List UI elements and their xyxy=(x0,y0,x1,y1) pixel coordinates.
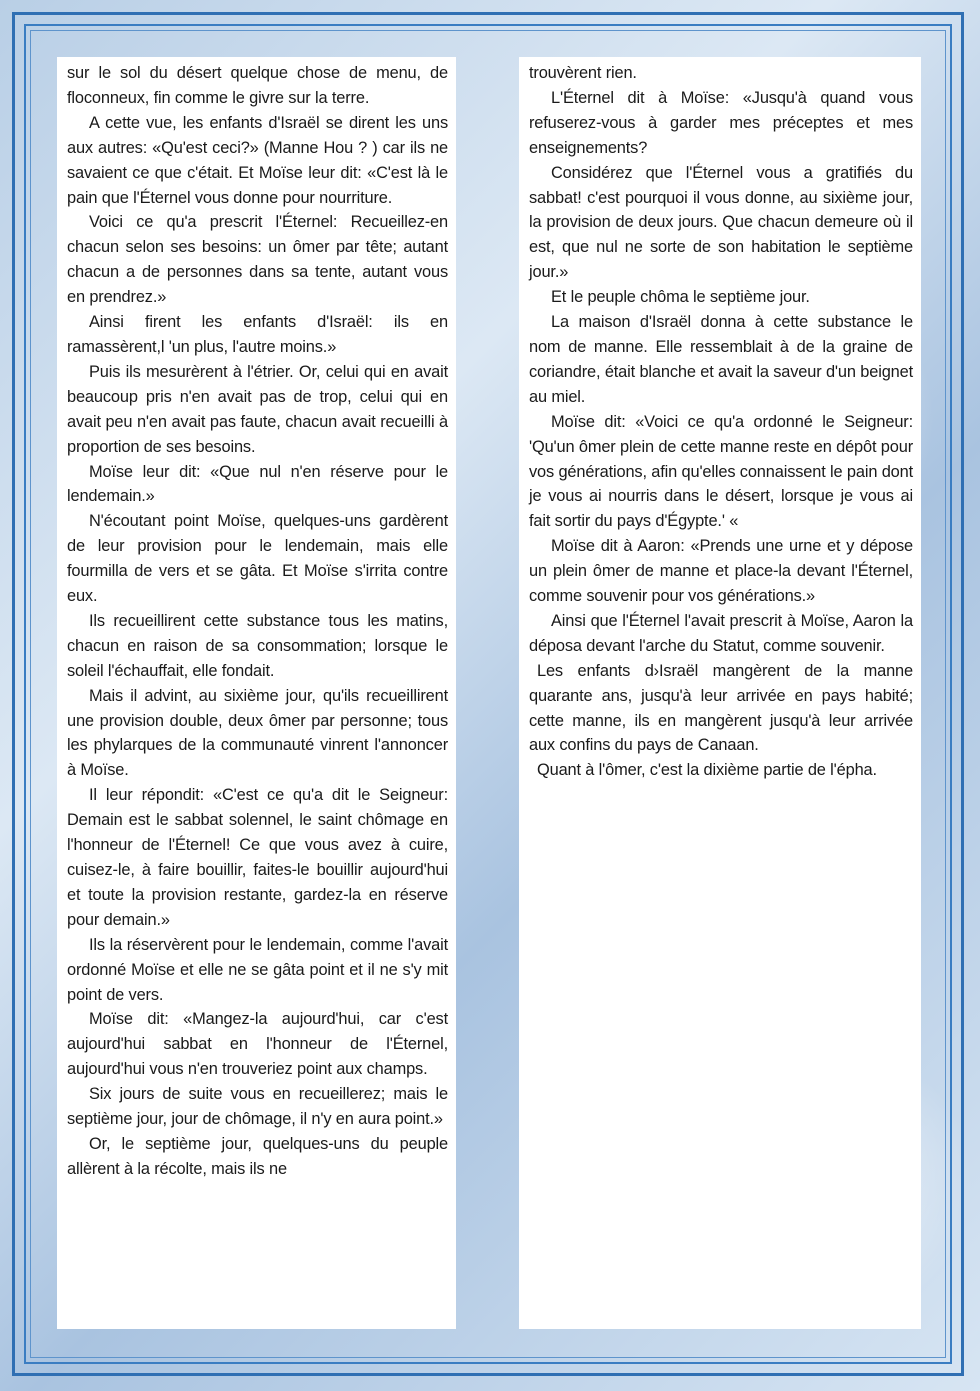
paragraph: Voici ce qu'a prescrit l'Éternel: Recueillez-en chacun selon ses besoins: un ômer par tête; autant chacun a de personnes dans sa tente, autant vous en prendrez.» xyxy=(67,213,448,307)
paragraph: Moïse dit: «Voici ce qu'a ordonné le Seigneur: 'Qu'un ômer plein de cette manne reste en dépôt pour vos générations, afin qu'elles connaissent le pain dont je vous ai nourris dans le désert, lorsque je vous ai fait sortir du pays d'Égypte.' « xyxy=(529,412,913,531)
paragraph: Six jours de suite vous en recueillerez; mais le septième jour, jour de chômage, il n'y en aura point.» xyxy=(67,1085,448,1129)
paragraph: Ainsi firent les enfants d'Israël: ils en ramassèrent,l 'un plus, l'autre moins.» xyxy=(67,313,448,356)
paragraph: Moïse leur dit: «Que nul n'en réserve pour le lendemain.» xyxy=(67,462,448,506)
paragraph: Ils recueillirent cette substance tous les matins, chacun en raison de sa consommation; lorsque le soleil l'échauffait, elle fondait. xyxy=(67,611,448,680)
paragraph: Moïse dit à Aaron: «Prends une urne et y dépose un plein ômer de manne et place-la devant l'Éternel, comme souvenir pour vos générations.» xyxy=(529,537,913,606)
paragraph: L'Éternel dit à Moïse: «Jusqu'à quand vous refuserez-vous à garder mes préceptes et mes enseignements? xyxy=(529,88,913,157)
paragraph: Quant à l'ômer, c'est la dixième partie de l'épha. xyxy=(537,761,877,780)
paragraph: Mais il advint, au sixième jour, qu'ils recueillirent une provision double, deux ômer par personne; tous les phylarques de la communauté vinrent l'annoncer à Moïse. xyxy=(67,686,448,780)
paragraph: A cette vue, les enfants d'Israël se dirent les uns aux autres: «Qu'est ceci?» (Manne Hou ? ) car ils ne savaient ce que c'était. Et Moïse leur dit: «C'est là le pain que l'Éternel vous donne pour nourriture. xyxy=(67,113,448,207)
paragraph: Moïse dit: «Mangez-la aujourd'hui, car c'est aujourd'hui sabbat en l'honneur de l'Éternel, aujourd'hui vous n'en trouveriez point aux champs. xyxy=(67,1010,448,1079)
paragraph: sur le sol du désert quelque chose de menu, de floconneux, fin comme le givre sur la terre. xyxy=(67,64,448,107)
paragraph: La maison d'Israël donna à cette substance le nom de manne. Elle ressemblait à de la graine de coriandre, était blanche et avait la saveur d'un beignet au miel. xyxy=(529,313,913,406)
paragraph: trouvèrent rien. xyxy=(529,64,637,82)
paragraph: Il leur répondit: «C'est ce qu'a dit le Seigneur: Demain est le sabbat solennel, le saint chômage en l'honneur de l'Éternel! Ce que vous avez à cuire, cuisez-le, à faire bouillir, faites-le bouillir aujourd'hui et toute la provision restante, gardez-la en réserve pour demain.» xyxy=(67,786,448,929)
paragraph: Puis ils mesurèrent à l'étrier. Or, celui qui en avait beaucoup pris n'en avait pas de trop, celui qui en avait peu n'en avait pas faute, chacun avait recueilli à proportion de ses besoins. xyxy=(67,362,448,456)
paragraph: N'écoutant point Moïse, quelques-uns gardèrent de leur provision pour le lendemain, mais elle fourmilla de vers et se gâta. Et Moïse s'irrita contre eux. xyxy=(67,512,448,606)
paragraph: Les enfants d›Israël mangèrent de la manne quarante ans, jusqu'à leur arrivée en pays habité; cette manne, ils en mangèrent jusqu'à leur arrivée aux confins du pays de Canaan. xyxy=(529,661,913,755)
paragraph: Considérez que l'Éternel vous a gratifiés du sabbat! c'est pourquoi il vous donne, au sixième jour, la provision de deux jours. Que chacun demeure où il est, que nul ne sorte de son habitation le septième jour.» xyxy=(529,163,913,282)
paragraph: Ils la réservèrent pour le lendemain, comme l'avait ordonné Moïse et elle ne se gâta point et il ne s'y mit point de vers. xyxy=(67,935,448,1004)
right-text-column xyxy=(519,57,921,1329)
left-text-column xyxy=(57,57,456,1329)
paragraph: Or, le septième jour, quelques-uns du peuple allèrent à la récolte, mais ils ne xyxy=(67,1134,448,1178)
paragraph: Ainsi que l'Éternel l'avait prescrit à Moïse, Aaron la déposa devant l'arche du Statut, comme souvenir. xyxy=(529,611,913,655)
paragraph: Et le peuple chôma le septième jour. xyxy=(551,288,810,307)
